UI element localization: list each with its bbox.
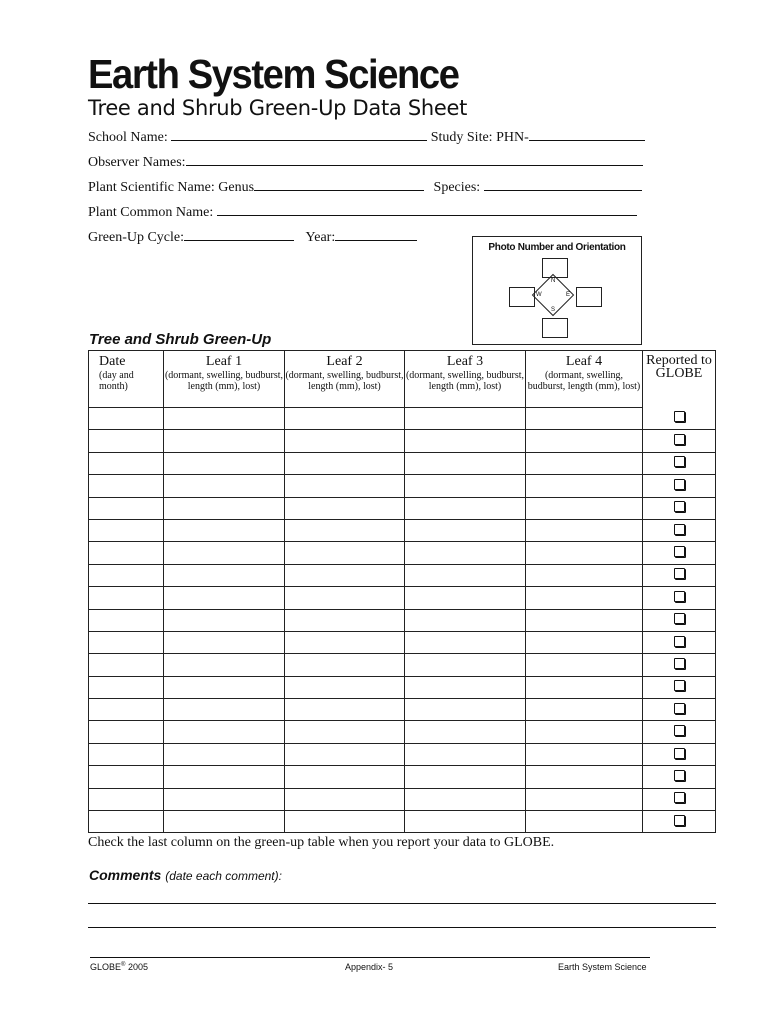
date-cell[interactable] [89, 519, 164, 541]
leaf-2-cell[interactable] [285, 699, 405, 721]
table-row [89, 654, 716, 676]
leaf-4-cell[interactable] [526, 452, 643, 474]
reported-cell[interactable] [643, 631, 716, 653]
checkbox-icon[interactable] [674, 703, 685, 714]
reported-cell[interactable] [643, 408, 716, 430]
date-cell[interactable] [89, 564, 164, 586]
reported-cell[interactable] [643, 497, 716, 519]
leaf-1-cell[interactable] [164, 721, 285, 743]
date-cell[interactable] [89, 721, 164, 743]
leaf-4-cell[interactable] [526, 475, 643, 497]
leaf-4-cell[interactable] [526, 587, 643, 609]
footer-center: Appendix- 5 [345, 962, 394, 972]
checkbox-icon[interactable] [674, 636, 685, 647]
leaf-2-cell[interactable] [285, 564, 405, 586]
checkbox-icon[interactable] [674, 680, 685, 691]
green-up-cycle-label: Green-Up Cycle: [88, 230, 185, 245]
observer-row [88, 152, 643, 172]
leaf-3-cell[interactable] [405, 699, 526, 721]
reported-cell[interactable] [643, 654, 716, 676]
species-label: Species: [433, 180, 481, 195]
leaf-2-cell[interactable] [285, 609, 405, 631]
table-row [89, 497, 716, 519]
leaf-1-cell[interactable] [164, 654, 285, 676]
school-name-label: School Name: [88, 130, 168, 145]
leaf-2-cell[interactable] [285, 519, 405, 541]
photo-south-box[interactable] [542, 318, 568, 338]
footer-left: GLOBE® 2005 [90, 962, 148, 972]
comments-label: Comments [89, 867, 162, 883]
leaf-4-cell[interactable] [526, 721, 643, 743]
leaf-3-cell[interactable] [405, 564, 526, 586]
compass-e: E [566, 292, 571, 298]
checkbox-icon[interactable] [674, 434, 685, 445]
leaf-4-cell[interactable] [526, 811, 643, 833]
photo-orientation-box [472, 236, 642, 345]
page-subtitle: Tree and Shrub Green-Up Data Sheet [88, 96, 468, 120]
leaf-3-cell[interactable] [405, 475, 526, 497]
leaf-4-cell[interactable] [526, 408, 643, 430]
leaf-2-cell[interactable] [285, 542, 405, 564]
leaf-1-cell[interactable] [164, 766, 285, 788]
table-row [89, 519, 716, 541]
date-cell[interactable] [89, 654, 164, 676]
leaf-1-cell[interactable] [164, 743, 285, 765]
common-name-field[interactable] [217, 202, 637, 216]
observer-names-field[interactable] [186, 152, 643, 166]
leaf-2-cell[interactable] [285, 721, 405, 743]
study-site-field[interactable] [529, 127, 645, 141]
leaf-2-cell[interactable] [285, 788, 405, 810]
leaf-2-cell[interactable] [285, 587, 405, 609]
leaf-1-cell[interactable] [164, 497, 285, 519]
date-cell[interactable] [89, 497, 164, 519]
comment-line-2[interactable] [88, 927, 716, 928]
date-cell[interactable] [89, 587, 164, 609]
date-cell[interactable] [89, 766, 164, 788]
green-up-table [88, 350, 716, 833]
leaf-2-cell[interactable] [285, 676, 405, 698]
leaf-1-cell[interactable] [164, 788, 285, 810]
table-row [89, 564, 716, 586]
date-cell[interactable] [89, 609, 164, 631]
leaf-3-cell[interactable] [405, 788, 526, 810]
leaf-2-cell[interactable] [285, 497, 405, 519]
checkbox-icon[interactable] [674, 748, 685, 759]
leaf-4-cell[interactable] [526, 654, 643, 676]
leaf-4-cell[interactable] [526, 631, 643, 653]
leaf-3-cell[interactable] [405, 430, 526, 452]
leaf-1-cell[interactable] [164, 811, 285, 833]
header-leaf-1: Leaf 1 (dormant, swelling, budburst, length (mm), lost) [164, 351, 285, 408]
genus-label: Plant Scientific Name: Genus [88, 180, 255, 195]
table-row [89, 743, 716, 765]
comment-line-1[interactable] [88, 903, 716, 904]
leaf-3-cell[interactable] [405, 721, 526, 743]
date-cell[interactable] [89, 430, 164, 452]
reported-cell[interactable] [643, 452, 716, 474]
table-header-row [89, 351, 716, 408]
leaf-3-cell[interactable] [405, 452, 526, 474]
school-row [88, 127, 645, 147]
reported-cell[interactable] [643, 475, 716, 497]
leaf-3-cell[interactable] [405, 609, 526, 631]
leaf-1-cell[interactable] [164, 475, 285, 497]
table-row [89, 766, 716, 788]
leaf-3-cell[interactable] [405, 766, 526, 788]
leaf-2-cell[interactable] [285, 475, 405, 497]
reported-cell[interactable] [643, 766, 716, 788]
leaf-1-cell[interactable] [164, 408, 285, 430]
leaf-1-cell[interactable] [164, 587, 285, 609]
cycle-row [88, 227, 417, 247]
leaf-2-cell[interactable] [285, 766, 405, 788]
header-leaf-4: Leaf 4 (dormant, swelling, budburst, length (mm), lost) [526, 351, 643, 408]
date-cell[interactable] [89, 788, 164, 810]
leaf-3-cell[interactable] [405, 654, 526, 676]
checkbox-icon[interactable] [674, 546, 685, 557]
reported-cell[interactable] [643, 788, 716, 810]
leaf-1-cell[interactable] [164, 519, 285, 541]
compass-icon [532, 274, 574, 316]
leaf-2-cell[interactable] [285, 430, 405, 452]
reported-cell[interactable] [643, 609, 716, 631]
species-field[interactable] [484, 177, 642, 191]
reported-cell[interactable] [643, 699, 716, 721]
date-cell[interactable] [89, 631, 164, 653]
leaf-3-cell[interactable] [405, 408, 526, 430]
leaf-4-cell[interactable] [526, 743, 643, 765]
reported-cell[interactable] [643, 519, 716, 541]
leaf-3-cell[interactable] [405, 519, 526, 541]
compass-s: S [551, 307, 556, 313]
leaf-4-cell[interactable] [526, 699, 643, 721]
checkbox-icon[interactable] [674, 456, 685, 467]
year-field[interactable] [335, 227, 417, 241]
reported-cell[interactable] [643, 811, 716, 833]
table-row [89, 676, 716, 698]
leaf-2-cell[interactable] [285, 452, 405, 474]
common-name-label: Plant Common Name: [88, 205, 214, 220]
table-row [89, 609, 716, 631]
table-row [89, 699, 716, 721]
common-name-row [88, 202, 637, 222]
reported-cell[interactable] [643, 743, 716, 765]
leaf-3-cell[interactable] [405, 743, 526, 765]
leaf-1-cell[interactable] [164, 631, 285, 653]
leaf-1-cell[interactable] [164, 609, 285, 631]
leaf-1-cell[interactable] [164, 676, 285, 698]
year-label: Year: [305, 230, 336, 245]
study-site-label: Study Site: PHN- [430, 130, 529, 145]
checkbox-icon[interactable] [674, 501, 685, 512]
leaf-3-cell[interactable] [405, 587, 526, 609]
header-leaf-3: Leaf 3 (dormant, swelling, budburst, length (mm), lost) [405, 351, 526, 408]
header-date: Date (day and month) [89, 351, 164, 408]
leaf-2-cell[interactable] [285, 408, 405, 430]
green-up-cycle-field[interactable] [184, 227, 294, 241]
leaf-2-cell[interactable] [285, 654, 405, 676]
checkbox-icon[interactable] [674, 479, 685, 490]
checkbox-icon[interactable] [674, 524, 685, 535]
leaf-1-cell[interactable] [164, 564, 285, 586]
photo-east-box[interactable] [576, 287, 602, 307]
checkbox-icon[interactable] [674, 568, 685, 579]
date-cell[interactable] [89, 676, 164, 698]
leaf-3-cell[interactable] [405, 811, 526, 833]
date-cell[interactable] [89, 542, 164, 564]
reported-cell[interactable] [643, 721, 716, 743]
school-name-field[interactable] [171, 127, 427, 141]
table-row [89, 452, 716, 474]
checkbox-icon[interactable] [674, 613, 685, 624]
instruction-note: Check the last column on the green-up table when you report your data to GLOBE. [88, 835, 555, 850]
leaf-2-cell[interactable] [285, 631, 405, 653]
leaf-4-cell[interactable] [526, 564, 643, 586]
leaf-4-cell[interactable] [526, 676, 643, 698]
checkbox-icon[interactable] [674, 725, 685, 736]
checkbox-icon[interactable] [674, 815, 685, 826]
reported-cell[interactable] [643, 676, 716, 698]
leaf-4-cell[interactable] [526, 609, 643, 631]
leaf-3-cell[interactable] [405, 542, 526, 564]
leaf-4-cell[interactable] [526, 519, 643, 541]
header-leaf-2: Leaf 2 (dormant, swelling, budburst, length (mm), lost) [285, 351, 405, 408]
checkbox-icon[interactable] [674, 770, 685, 781]
leaf-4-cell[interactable] [526, 497, 643, 519]
checkbox-icon[interactable] [674, 792, 685, 803]
leaf-2-cell[interactable] [285, 811, 405, 833]
checkbox-icon[interactable] [674, 411, 685, 422]
date-cell[interactable] [89, 743, 164, 765]
leaf-1-cell[interactable] [164, 430, 285, 452]
table-row [89, 430, 716, 452]
reported-cell[interactable] [643, 430, 716, 452]
table-row [89, 408, 716, 430]
leaf-4-cell[interactable] [526, 766, 643, 788]
reported-cell[interactable] [643, 587, 716, 609]
reported-cell[interactable] [643, 564, 716, 586]
page-title: Earth System Science [88, 51, 459, 97]
date-cell[interactable] [89, 811, 164, 833]
comments-heading [89, 867, 282, 883]
leaf-3-cell[interactable] [405, 631, 526, 653]
table-row [89, 788, 716, 810]
reported-cell[interactable] [643, 542, 716, 564]
footer-right: Earth System Science [558, 962, 647, 972]
leaf-4-cell[interactable] [526, 430, 643, 452]
compass-w: W [536, 292, 542, 298]
scientific-name-row [88, 177, 642, 197]
checkbox-icon[interactable] [674, 591, 685, 602]
checkbox-icon[interactable] [674, 658, 685, 669]
date-cell[interactable] [89, 408, 164, 430]
comments-hint: (date each comment): [165, 869, 282, 883]
date-cell[interactable] [89, 699, 164, 721]
leaf-1-cell[interactable] [164, 542, 285, 564]
leaf-2-cell[interactable] [285, 743, 405, 765]
footer-rule [90, 957, 650, 958]
table-section-title: Tree and Shrub Green-Up [89, 331, 272, 348]
leaf-4-cell[interactable] [526, 788, 643, 810]
table-row [89, 475, 716, 497]
table-row [89, 811, 716, 833]
leaf-4-cell[interactable] [526, 542, 643, 564]
table-row [89, 721, 716, 743]
table-row [89, 587, 716, 609]
observer-names-label: Observer Names: [88, 155, 186, 170]
date-cell[interactable] [89, 452, 164, 474]
date-cell[interactable] [89, 475, 164, 497]
photo-box-title: Photo Number and Orientation [488, 242, 626, 253]
leaf-1-cell[interactable] [164, 699, 285, 721]
genus-field[interactable] [254, 177, 424, 191]
table-row [89, 631, 716, 653]
compass-n: N [551, 278, 556, 284]
header-reported: Reported to GLOBE [643, 351, 716, 408]
leaf-3-cell[interactable] [405, 497, 526, 519]
leaf-1-cell[interactable] [164, 452, 285, 474]
leaf-3-cell[interactable] [405, 676, 526, 698]
table-row [89, 542, 716, 564]
